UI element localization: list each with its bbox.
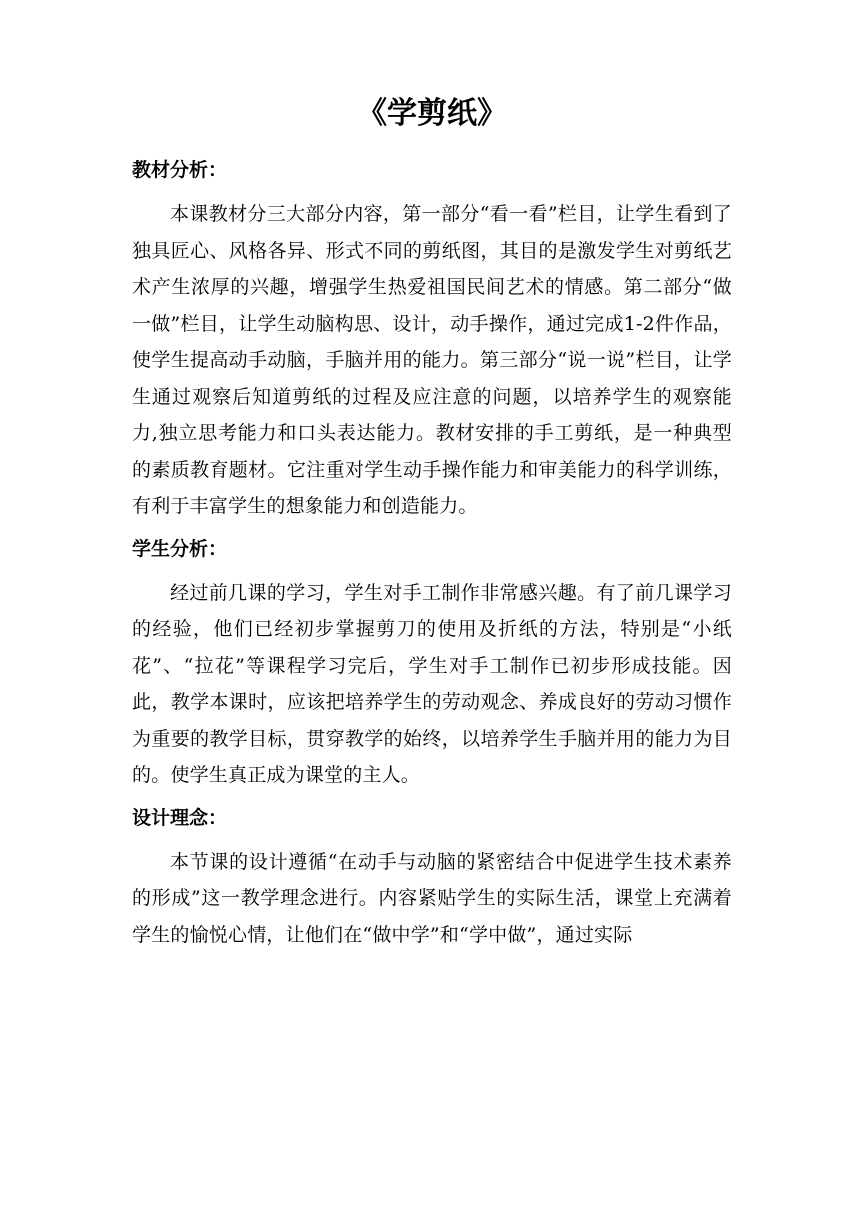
section-body-design-concept: 本节课的设计遵循“在动手与动脑的紧密结合中促进学生技术素养的形成”这一教学理念进行。内容紧贴学生的实际生活，课堂上充满着学生的愉悦心情，让他们在“做中学”和“学中做”，通过实际 bbox=[132, 850, 732, 946]
document-title: 《学剪纸》 bbox=[357, 96, 507, 131]
section-body-student-analysis: 经过前几课的学习，学生对手工制作非常感兴趣。有了前几课学习的经验，他们已经初步掌握剪刀的使用及折纸的方法，特别是“小纸花”、“拉花”等课程学习完后，学生对手工制作已初步形成技能。因此，教学本课时，应该把培养学生的劳动观念、养成良好的劳动习惯作为重要的教学目标，贯穿教学的始终，以培养学生手脑并用的能力为目的。使学生真正成为课堂的主人。 bbox=[132, 581, 732, 786]
section-heading-textbook-analysis: 教材分析： bbox=[132, 159, 228, 181]
section-heading-design-concept: 设计理念： bbox=[132, 806, 228, 829]
section-body-textbook-analysis: 本课教材分三大部分内容，第一部分“看一看”栏目，让学生看到了独具匠心、风格各异、形式不同的剪纸图，其目的是激发学生对剪纸艺术产生浓厚的兴趣，增强学生热爱祖国民间艺术的情感。第二部分“做一做”栏目，让学生动脑构思、设计，动手操作，通过完成1-2件作品，使学生提高动手动脑，手脑并用的能力。第三部分“说一说”栏目，让学生通过观察后知道剪纸的过程及应注意的问题，以培养学生的观察能力,独立思考能力和口头表达能力。教材安排的手工剪纸，是一种典型的素质教育题材。它注重对学生动手操作能力和审美能力的科学训练，有利于丰富学生的想象能力和创造能力。 bbox=[132, 203, 732, 517]
document-page bbox=[132, 96, 732, 961]
section-heading-student-analysis: 学生分析： bbox=[132, 537, 228, 560]
